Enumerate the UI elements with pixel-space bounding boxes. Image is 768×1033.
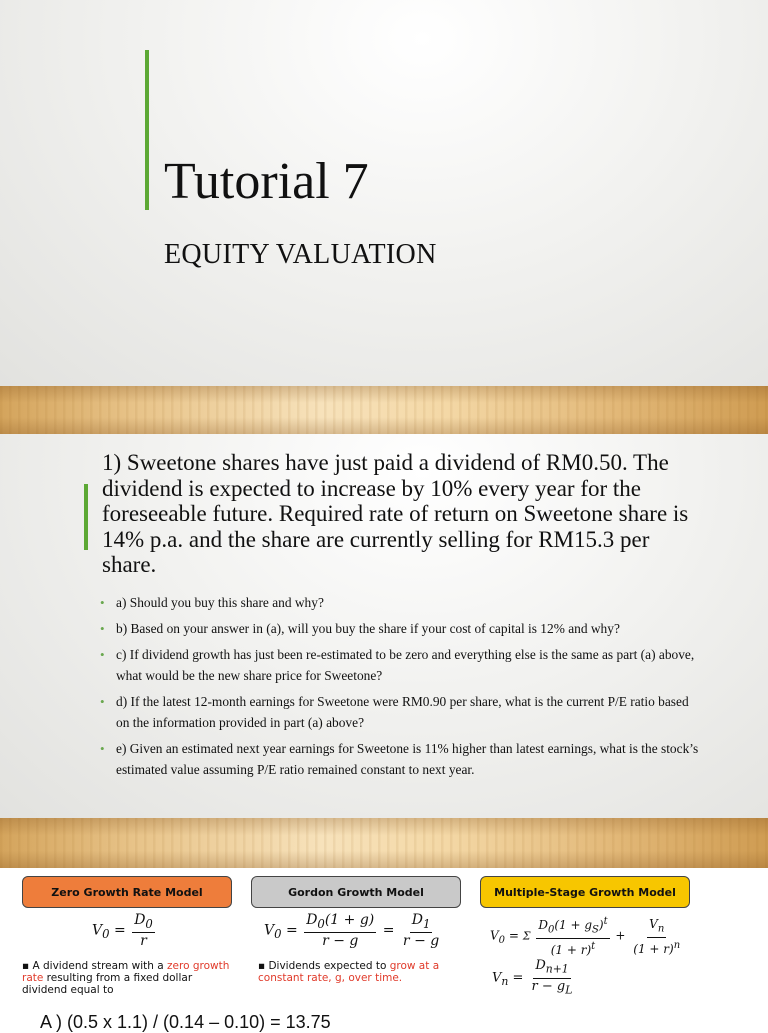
- gordon-growth-formula: $V_0$ = $\frac{D_0(1 + g)}{r - g}$ = $\frac{D_1}{r - g}$: [264, 912, 440, 949]
- bullet-icon: •: [100, 647, 105, 662]
- question-slide: [0, 434, 768, 818]
- bullet-icon: •: [100, 595, 105, 610]
- bullet-icon: •: [100, 694, 105, 709]
- list-item: [100, 738, 700, 780]
- zero-growth-note: ▪ A dividend stream with a zero growth rate resulting from a fixed dollar dividend equal to: [22, 960, 230, 996]
- bullet-icon: •: [100, 621, 105, 636]
- valuation-models-figure: [18, 868, 696, 997]
- sub-question-c: c) If dividend growth has just been re-estimated to be zero and everything else is the same as part (a) above, what would be the new share price for Sweetone?: [116, 647, 695, 683]
- sub-question-a: a) Should you buy this share and why?: [116, 595, 324, 610]
- slide-separator: [0, 818, 768, 868]
- terminal-value-formula: $V_n$ = $\frac{D_{n+1}}{r - g_L}$: [492, 958, 573, 997]
- list-item: [100, 644, 700, 686]
- sub-question-e: e) Given an estimated next year earnings for Sweetone is 11% higher than latest earnings, what is the stock’s estimated value assuming P/E ratio remained constant to next year.: [116, 741, 699, 777]
- sub-question-d: d) If the latest 12-month earnings for Sweetone were RM0.90 per share, what is the current P/E ratio based on the information provided in part (a) above?: [116, 694, 689, 730]
- answer-text: A ) (0.5 x 1.1) / (0.14 – 0.10) = 13.75: [40, 1012, 331, 1032]
- sub-question-list: [100, 592, 700, 785]
- slide-subtitle: EQUITY VALUATION: [164, 239, 437, 270]
- accent-bar: [145, 50, 149, 210]
- list-item: [100, 691, 700, 733]
- gordon-growth-header: Gordon Growth Model: [251, 876, 461, 908]
- slide-separator: [0, 386, 768, 434]
- list-item: [100, 592, 700, 613]
- title-slide: [0, 0, 768, 386]
- multi-stage-formula: $V_0 = \Sigma$ $\frac{D_0(1 + g_S)^t}{(1 + r)^t}$ + $\frac{V_n}{(1 + r)^n}$: [490, 916, 681, 958]
- gordon-growth-note: ▪ Dividends expected to grow at a constant rate, g, over time.: [258, 960, 440, 984]
- list-item: [100, 618, 700, 639]
- zero-growth-header: Zero Growth Rate Model: [22, 876, 232, 908]
- multi-stage-header: Multiple-Stage Growth Model: [480, 876, 690, 908]
- zero-growth-formula: $V_0$ = $\frac{D_0}{r}$: [92, 912, 153, 949]
- question-text: 1) Sweetone shares have just paid a dividend of RM0.50. The dividend is expected to increase by 10% every year for the foreseeable future. Required rate of return on Sweetone share is 14% p.a. and the share are currently selling for RM15.3 per share.: [102, 450, 689, 577]
- slide-title: Tutorial 7: [164, 153, 369, 210]
- bullet-icon: •: [100, 741, 105, 756]
- sub-question-b: b) Based on your answer in (a), will you buy the share if your cost of capital is 12% and why?: [116, 621, 620, 636]
- accent-bar: [84, 484, 88, 550]
